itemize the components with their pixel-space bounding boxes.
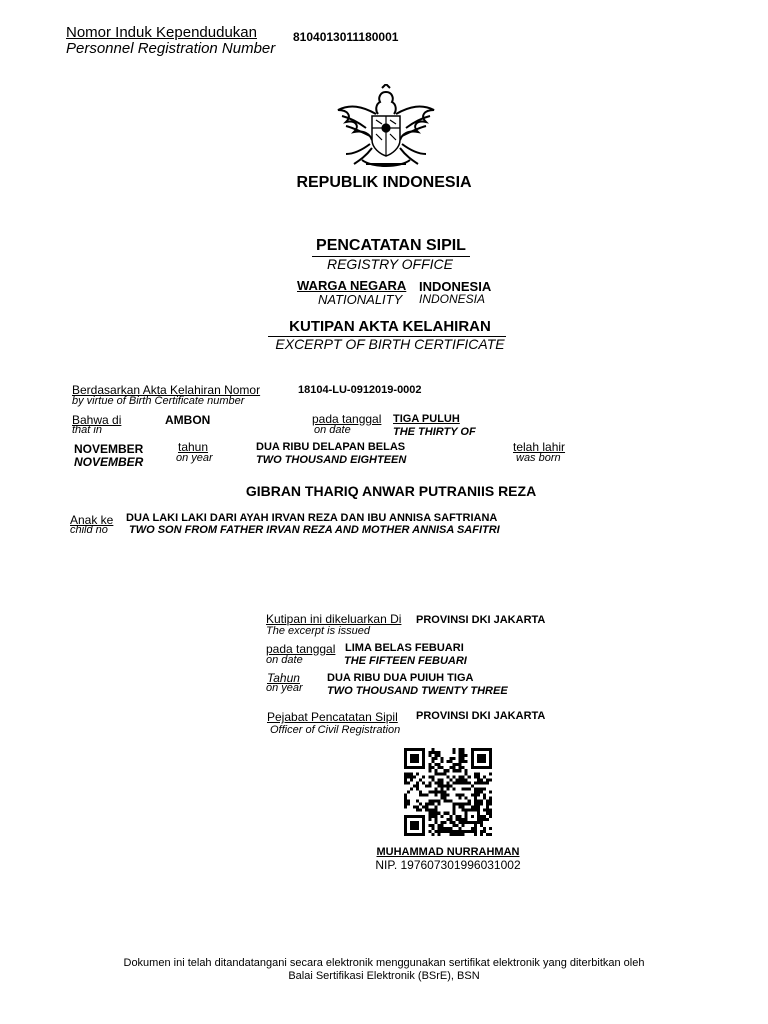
footer-line-1: Dokumen ini telah ditandatangani secara elektronik menggunakan sertifikat elektronik yang diterbitkan oleh	[123, 957, 645, 969]
birth-year-label-en: on year	[176, 452, 213, 464]
birth-year-value-en: TWO THOUSAND EIGHTEEN	[256, 454, 407, 466]
place-label: Bahwa di	[72, 413, 122, 427]
child-order-label: Anak ke	[70, 513, 114, 527]
place-value: AMBON	[165, 413, 211, 427]
place-label-en: that in	[72, 424, 102, 436]
issue-date-value: LIMA BELAS FEBUARI	[345, 642, 464, 654]
officer-value: PROVINSI DKI JAKARTA	[416, 710, 546, 722]
issue-date-label: pada tanggal	[266, 642, 336, 656]
born-label-en: was born	[516, 452, 561, 464]
issue-date-value-en: THE FIFTEEN FEBUARI	[344, 655, 467, 667]
issued-value: PROVINSI DKI JAKARTA	[416, 614, 546, 626]
nik-value: 8104013011180001	[293, 30, 399, 44]
birth-date-value: TIGA PULUH	[393, 413, 460, 425]
footer-line-2: Balai Sertifikasi Elektronik (BSrE), BSN	[288, 970, 480, 982]
officer-label: Pejabat Pencatatan Sipil	[267, 710, 398, 724]
officer-label-en: Officer of Civil Registration	[270, 724, 401, 736]
certificate-number-value: 18104-LU-0912019-0002	[298, 384, 422, 396]
birth-year-label: tahun	[178, 440, 209, 454]
issue-year-label: Tahun	[267, 671, 300, 685]
document-title-en: EXCERPT OF BIRTH CERTIFICATE	[275, 336, 505, 352]
nationality-label: WARGA NEGARA	[297, 278, 407, 293]
birth-year-value: DUA RIBU DELAPAN BELAS	[256, 441, 406, 453]
certificate-number-label: Berdasarkan Akta Kelahiran Nomor	[72, 383, 261, 397]
nationality-label-en: NATIONALITY	[318, 292, 403, 307]
nationality-value: INDONESIA	[419, 279, 492, 294]
issue-year-label-en: on year	[266, 682, 303, 694]
child-name: GIBRAN THARIQ ANWAR PUTRANIIS REZA	[245, 483, 537, 499]
signer-nip: NIP. 197607301996031002	[375, 858, 521, 872]
birth-date-label-en: on date	[314, 424, 351, 436]
country-title: REPUBLIK INDONESIA	[296, 174, 472, 191]
nik-label-en: Personnel Registration Number	[66, 40, 276, 57]
issue-year-value: DUA RIBU DUA PUIUH TIGA	[327, 672, 474, 684]
qr-code-icon[interactable]	[404, 748, 492, 836]
nationality-value-en: INDONESIA	[419, 292, 486, 306]
child-order-value-en: TWO SON FROM FATHER IRVAN REZA AND MOTHER ANNISA SAFITRI	[129, 524, 500, 536]
certificate-number-label-en: by virtue of Birth Certificate number	[72, 395, 245, 407]
birth-month-value-en: NOVEMBER	[74, 455, 144, 469]
birth-date-value-en: THE THIRTY OF	[393, 426, 476, 438]
birth-month-value: NOVEMBER	[74, 442, 144, 456]
issued-label: Kutipan ini dikeluarkan Di	[266, 612, 402, 626]
office-title: PENCATATAN SIPIL	[316, 237, 466, 254]
born-label: telah lahir	[513, 440, 566, 454]
issue-year-value-en: TWO THOUSAND TWENTY THREE	[327, 685, 508, 697]
birth-date-label: pada tanggal	[312, 412, 382, 426]
issued-label-en: The excerpt is issued	[266, 625, 370, 637]
signer-name: MUHAMMAD NURRAHMAN	[376, 846, 520, 858]
document-title: KUTIPAN AKTA KELAHIRAN	[289, 318, 491, 335]
child-order-label-en: child no	[70, 524, 108, 536]
child-order-value: DUA LAKI LAKI DARI AYAH IRVAN REZA DAN IBU ANNISA SAFTRIANA	[126, 512, 498, 524]
garuda-emblem-icon	[332, 84, 440, 170]
nik-label: Nomor Induk Kependudukan	[66, 24, 257, 41]
issue-date-label-en: on date	[266, 654, 303, 666]
office-title-en: REGISTRY OFFICE	[326, 256, 453, 272]
